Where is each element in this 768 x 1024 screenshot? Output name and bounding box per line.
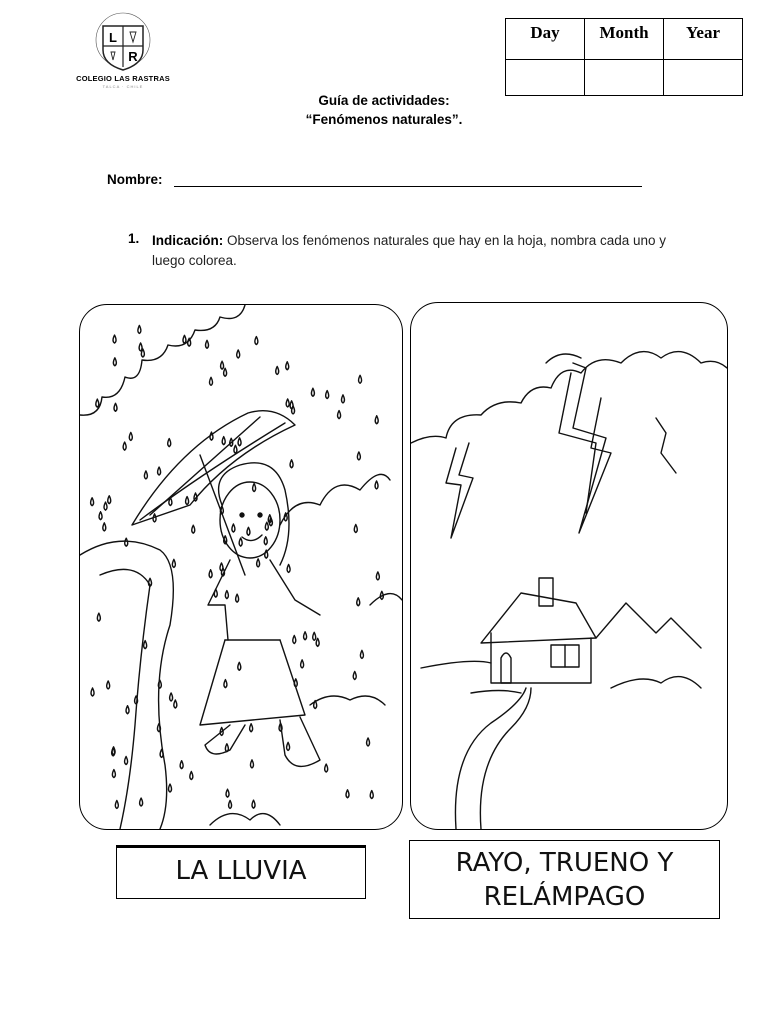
rain-drop xyxy=(96,399,99,407)
rain-drop xyxy=(125,538,128,546)
rain-drop xyxy=(103,523,106,531)
rain-illustration xyxy=(79,304,403,830)
rain-drop xyxy=(158,467,161,475)
rain-drop xyxy=(113,335,116,343)
rain-drop xyxy=(287,742,290,750)
page-subtitle: “Fenómenos naturales”. xyxy=(305,112,463,127)
year-cell[interactable] xyxy=(664,60,743,96)
rain-label: LA LLUVIA xyxy=(116,845,366,899)
rain-drop xyxy=(238,438,241,446)
rain-drop xyxy=(265,522,268,530)
rain-drop xyxy=(236,594,239,602)
rain-drop xyxy=(188,338,191,346)
rain-drop xyxy=(168,439,171,447)
rain-drop xyxy=(237,350,240,358)
rain-drop xyxy=(313,632,316,640)
rain-drop xyxy=(112,770,115,778)
rain-drop xyxy=(91,498,94,506)
rain-drop xyxy=(234,445,237,453)
rain-drop xyxy=(174,700,177,708)
rain-drop xyxy=(238,662,241,670)
rain-drop xyxy=(316,638,319,646)
rain-drop xyxy=(357,452,360,460)
rain-drop xyxy=(226,789,229,797)
rain-drop xyxy=(250,760,253,768)
rain-drop xyxy=(192,525,195,533)
rain-drop xyxy=(144,641,147,649)
rain-drop xyxy=(286,362,289,370)
rain-drop xyxy=(125,757,128,765)
rain-drop xyxy=(139,343,142,351)
rain-drop xyxy=(113,358,116,366)
rain-drop xyxy=(250,724,253,732)
rain-drop xyxy=(276,366,279,374)
rain-drop xyxy=(190,772,193,780)
instruction-text xyxy=(152,231,672,270)
rain-drop xyxy=(229,800,232,808)
shield-icon xyxy=(78,12,168,74)
rain-drop xyxy=(169,784,172,792)
svg-text:L: L xyxy=(109,30,117,45)
day-header: Day xyxy=(506,19,585,60)
rain-drop xyxy=(209,570,212,578)
rain-drop xyxy=(115,800,118,808)
rain-drop xyxy=(290,460,293,468)
school-name: COLEGIO LAS RASTRAS xyxy=(76,74,170,83)
rain-drop xyxy=(326,391,329,399)
school-location: TALCA · CHILE xyxy=(102,84,144,89)
rain-drop xyxy=(360,650,363,658)
rain-drop xyxy=(287,564,290,572)
svg-text:R: R xyxy=(128,49,138,64)
rain-drop xyxy=(353,671,356,679)
rain-drop xyxy=(210,377,213,385)
rain-drop xyxy=(346,790,349,798)
rain-drop xyxy=(255,337,258,345)
rain-drop xyxy=(183,335,186,343)
rain-drop xyxy=(140,798,143,806)
name-label: Nombre: xyxy=(107,172,163,187)
lightning-label-line1: RAYO, TRUENO Y xyxy=(455,848,674,878)
rain-drop xyxy=(338,411,341,419)
rain-drop xyxy=(126,706,129,714)
instruction-label: Indicación: xyxy=(152,233,224,248)
rain-drop xyxy=(247,527,250,535)
lightning-label-line2: RELÁMPAGO xyxy=(483,882,646,912)
rain-drop xyxy=(357,598,360,606)
rain-drop xyxy=(341,395,344,403)
rain-drop xyxy=(286,399,289,407)
rain-drop xyxy=(123,442,126,450)
rain-drop xyxy=(376,572,379,580)
rain-drop xyxy=(186,497,189,505)
rain-drop xyxy=(97,613,100,621)
rain-drop xyxy=(253,484,256,492)
rain-drop xyxy=(367,738,370,746)
date-table xyxy=(505,18,743,96)
rain-drop xyxy=(108,496,111,504)
rain-drop xyxy=(370,791,373,799)
lightning-label xyxy=(409,840,720,919)
rain-drop xyxy=(138,325,141,333)
rain-drop xyxy=(99,512,102,520)
rain-drop xyxy=(170,693,173,701)
year-header: Year xyxy=(664,19,743,60)
instruction-body: Observa los fenómenos naturales que hay en la hoja, nombra cada uno y luego colorea. xyxy=(152,233,667,268)
lightning-illustration xyxy=(410,302,728,830)
month-cell[interactable] xyxy=(585,60,664,96)
rain-drop xyxy=(375,481,378,489)
rain-drop xyxy=(354,525,357,533)
instruction-number: 1. xyxy=(128,231,140,246)
rain-drop xyxy=(257,559,260,567)
rain-drop xyxy=(180,761,183,769)
rain-drop xyxy=(225,591,228,599)
page-title: Guía de actividades: xyxy=(318,93,450,108)
day-cell[interactable] xyxy=(506,60,585,96)
rain-drop xyxy=(304,632,307,640)
rain-drop xyxy=(144,471,147,479)
rain-drop xyxy=(301,660,304,668)
rain-drop xyxy=(252,800,255,808)
rain-drop xyxy=(224,680,227,688)
rain-drop xyxy=(325,764,328,772)
rain-drop xyxy=(224,368,227,376)
rain-drop xyxy=(293,636,296,644)
rain-drop xyxy=(129,432,132,440)
month-header: Month xyxy=(585,19,664,60)
rain-drop xyxy=(239,538,242,546)
rain-drop xyxy=(375,416,378,424)
rain-drop xyxy=(359,375,362,383)
rain-drop xyxy=(222,437,225,445)
rain-drop xyxy=(311,388,314,396)
name-field[interactable] xyxy=(174,186,642,187)
rain-drop xyxy=(104,502,107,510)
rain-drop xyxy=(232,524,235,532)
rain-drop xyxy=(264,537,267,545)
rain-drop xyxy=(114,403,117,411)
rain-drop xyxy=(91,688,94,696)
rain-drop xyxy=(172,559,175,567)
rain-drop xyxy=(206,340,209,348)
rain-drop xyxy=(107,681,110,689)
rain-drop xyxy=(292,406,295,414)
rain-drop xyxy=(221,361,224,369)
